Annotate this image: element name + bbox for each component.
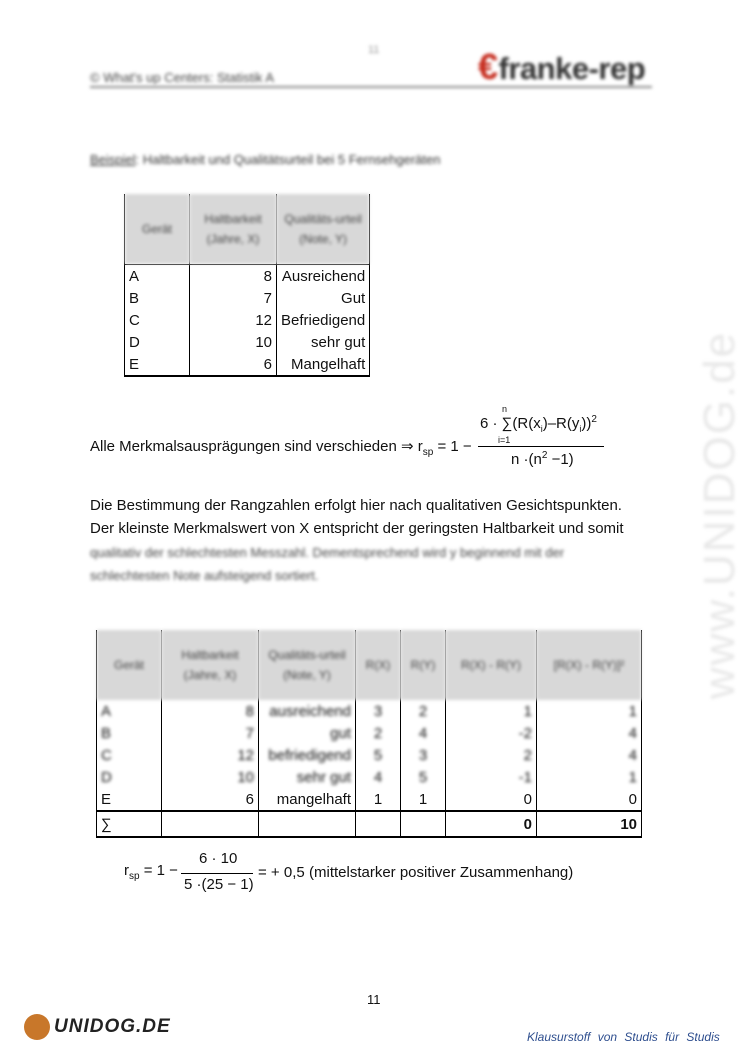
table-cell: D (97, 766, 162, 788)
franke-rep-logo (478, 46, 645, 88)
formula1-fraction-bar (478, 446, 604, 447)
table-cell: 1 (537, 700, 642, 722)
table-cell: 5 (401, 766, 446, 788)
table-cell: 4 (537, 744, 642, 766)
table-cell: C (125, 309, 190, 331)
unidog-logo (24, 1014, 171, 1040)
table-cell: 1 (401, 788, 446, 811)
durability-quality-table (124, 194, 370, 377)
watermark (690, 280, 744, 740)
header-page-number: 11 (368, 44, 380, 56)
dog-icon (24, 1014, 50, 1040)
table-cell: 0 (446, 788, 537, 811)
table2-header-diff: R(X) - R(Y) (446, 630, 537, 700)
table-cell: D (125, 331, 190, 353)
paragraph-line-2: Der kleinste Merkmalswert von X entspricht der geringsten Haltbarkeit und somit (90, 520, 624, 537)
formula2-eq: = 1 − (139, 862, 178, 879)
footer-tagline: Klausurstoff von Studis für Studis (527, 1030, 720, 1044)
table-row (97, 722, 642, 744)
table-cell: 12 (162, 744, 259, 766)
table-cell: 2 (356, 722, 401, 744)
table-cell: Mangelhaft (277, 353, 370, 376)
table-cell: Ausreichend (277, 265, 370, 288)
formula1-eq: = 1 − (433, 438, 472, 455)
table-row (97, 788, 642, 811)
table-row (97, 700, 642, 722)
table-cell: 4 (401, 722, 446, 744)
formula1-num-a: 6 · ∑(R(x (480, 415, 541, 432)
logo-text: franke-rep (498, 51, 646, 86)
formula1-numerator (480, 414, 597, 434)
formula1-num-i2: i (579, 424, 582, 434)
header-source: © What's up Centers: Statistik A (90, 70, 275, 85)
table1-header-quality: Qualitäts-urteil (Note, Y) (277, 194, 370, 265)
table-cell: 10 (162, 766, 259, 788)
table-cell: sehr gut (277, 331, 370, 353)
table-row (97, 744, 642, 766)
formula2-note: (mittelstarker positiver Zusammenhang) (309, 864, 574, 881)
table-cell: 6 (162, 788, 259, 811)
example-rest: : Haltbarkeit und Qualitätsurteil bei 5 Fernsehgeräten (135, 152, 441, 167)
table-row (125, 309, 370, 331)
formula1-den-a: n ·(n (511, 451, 542, 468)
table2-header-rx: R(X) (356, 630, 401, 700)
result-formula (124, 862, 178, 882)
table-cell: 12 (190, 309, 277, 331)
table2-header-ry: R(Y) (401, 630, 446, 700)
paragraph-line-3: qualitativ der schlechtesten Messzahl. Dementsprechend wird y beginnend mit der (90, 545, 565, 560)
formula2-numerator: 6 · 10 (199, 850, 238, 867)
table-cell: 5 (356, 744, 401, 766)
page-number: 11 (367, 992, 381, 1007)
example-heading (90, 152, 440, 167)
spearman-formula (90, 437, 472, 458)
table-cell: Gut (277, 287, 370, 309)
logo-mark: € (478, 46, 498, 87)
table-cell: mangelhaft (259, 788, 356, 811)
table2-header-durability: Haltbarkeit (Jahre, X) (162, 630, 259, 700)
table-row (97, 766, 642, 788)
formula1-num-c: )) (581, 415, 592, 432)
sum-row (97, 811, 642, 837)
table-cell: 1 (537, 766, 642, 788)
table2-header-device: Gerät (97, 630, 162, 700)
table1-header-device: Gerät (125, 194, 190, 265)
table-cell: ausreichend (259, 700, 356, 722)
paragraph-line-1: Die Bestimmung der Rangzahlen erfolgt hier nach qualitativen Gesichtspunkten. (90, 497, 622, 514)
formula2-result: = + 0,5 (258, 864, 305, 881)
sum-cell (401, 811, 446, 837)
formula2-denominator: 5 ·(25 − 1) (184, 876, 254, 893)
sum-cell: 0 (446, 811, 537, 837)
table-cell: 8 (190, 265, 277, 288)
table-row (125, 331, 370, 353)
formula2-sub: sp (129, 871, 140, 882)
formula2-fraction-bar (181, 873, 253, 874)
paragraph-line-4: schlechtesten Note aufsteigend sortiert. (90, 568, 319, 583)
table-cell: 1 (356, 788, 401, 811)
table-cell: 10 (190, 331, 277, 353)
table-cell: Befriedigend (277, 309, 370, 331)
table-cell: A (125, 265, 190, 288)
formula1-den-sq: 2 (541, 450, 548, 461)
watermark-text: www.UNIDOG.de (695, 330, 744, 700)
table-cell: 4 (356, 766, 401, 788)
table-cell: befriedigend (259, 744, 356, 766)
table-cell: gut (259, 722, 356, 744)
formula1-denominator (511, 450, 574, 468)
table-cell: -2 (446, 722, 537, 744)
rank-table (96, 630, 642, 838)
formula1-den-b: −1) (547, 451, 574, 468)
table-cell: 2 (401, 700, 446, 722)
table2-header-quality: Qualitäts-urteil (Note, Y) (259, 630, 356, 700)
table-row (125, 353, 370, 376)
example-label: Beispiel (90, 152, 136, 167)
table-row (125, 265, 370, 288)
sum-cell (162, 811, 259, 837)
unidog-logo-text: UNIDOG.DE (54, 1016, 171, 1037)
table-cell: sehr gut (259, 766, 356, 788)
formula1-num-b: )–R(y (542, 415, 580, 432)
table-cell: 6 (190, 353, 277, 376)
sum-cell (356, 811, 401, 837)
table-row (125, 287, 370, 309)
table-cell: 3 (356, 700, 401, 722)
table-cell: E (125, 353, 190, 376)
table-cell: 7 (162, 722, 259, 744)
table-cell: 1 (446, 700, 537, 722)
sum-cell: ∑ (97, 811, 162, 837)
formula1-sum-top: n (502, 404, 508, 414)
table-cell: C (97, 744, 162, 766)
table-cell: 7 (190, 287, 277, 309)
table-cell: 4 (537, 722, 642, 744)
table-cell: B (97, 722, 162, 744)
table-cell: A (97, 700, 162, 722)
formula2-lead: r (124, 862, 129, 879)
table-cell: 3 (401, 744, 446, 766)
formula1-lead: Alle Merkmalsausprägungen sind verschieden ⇒ r (90, 438, 423, 455)
formula1-sum-bottom: i=1 (498, 435, 511, 445)
table2-header-row (97, 630, 642, 700)
formula1-num-i1: i (540, 424, 543, 434)
sum-cell (259, 811, 356, 837)
table1-header-row (125, 194, 370, 265)
formula1-sub: sp (422, 447, 434, 458)
table2-header-diff-sq: [R(X) - R(Y)]² (537, 630, 642, 700)
table1-header-durability: Haltbarkeit (Jahre, X) (190, 194, 277, 265)
table-cell: 0 (537, 788, 642, 811)
sum-cell: 10 (537, 811, 642, 837)
formula1-num-sq: 2 (591, 414, 597, 425)
table-cell: B (125, 287, 190, 309)
table-cell: -1 (446, 766, 537, 788)
table-cell: 2 (446, 744, 537, 766)
table-cell: 8 (162, 700, 259, 722)
table-cell: E (97, 788, 162, 811)
